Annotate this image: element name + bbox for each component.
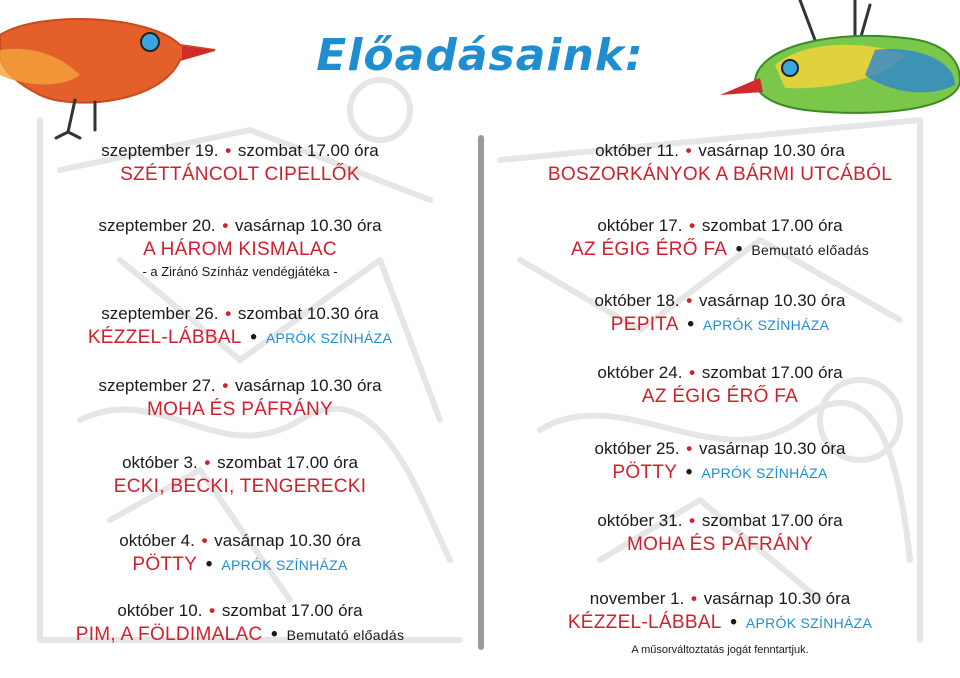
schedule-entry — [0, 375, 480, 423]
entry-date: szeptember 20. — [98, 216, 216, 235]
schedule-entry — [480, 588, 960, 636]
entry-title-line — [480, 532, 960, 558]
entry-date: október 31. — [597, 511, 683, 530]
separator-dot: • — [680, 141, 697, 160]
schedule-entry — [0, 452, 480, 500]
entry-title-line — [480, 384, 960, 410]
separator-dot: • — [686, 589, 702, 608]
entry-title: PIM, A FÖLDIMALAC — [75, 624, 263, 645]
entry-time: szombat 17.00 óra — [701, 363, 843, 382]
disclaimer: A műsorváltoztatás jogát fenntartjuk. — [631, 644, 809, 656]
entry-title: KÉZZEL-LÁBBAL — [87, 327, 242, 348]
separator-dot: • — [265, 624, 284, 645]
entry-title: AZ ÉGIG ÉRŐ FA — [641, 386, 799, 407]
entry-series-tag: APRÓK SZÍNHÁZA — [701, 465, 828, 481]
entry-title-line — [0, 325, 480, 351]
separator-dot: • — [220, 141, 236, 160]
entry-date-line — [480, 290, 960, 312]
entry-date: október 24. — [597, 363, 683, 382]
separator-dot: • — [217, 216, 234, 235]
separator-dot: • — [204, 601, 220, 620]
schedule-entry — [0, 215, 480, 281]
entry-date: november 1. — [589, 589, 685, 608]
schedule-entry — [480, 438, 960, 486]
entry-date: szeptember 27. — [98, 376, 216, 395]
schedule-entry — [480, 362, 960, 410]
entry-title-line — [0, 397, 480, 423]
entry-title: ECKI, BECKI, TENGERECKI — [113, 476, 367, 497]
entry-note: Bemutató előadás — [751, 242, 869, 258]
schedule-entry — [480, 140, 960, 188]
entry-title-line — [480, 460, 960, 486]
schedule-entry — [480, 215, 960, 263]
schedule-entry — [0, 140, 480, 188]
entry-date-line — [0, 530, 480, 552]
separator-dot: • — [196, 531, 213, 550]
entry-date-line — [480, 438, 960, 460]
schedule-entry — [0, 530, 480, 578]
entry-title-line — [480, 312, 960, 338]
entry-title: MOHA ÉS PÁFRÁNY — [146, 399, 334, 420]
entry-series-tag: APRÓK SZÍNHÁZA — [745, 615, 873, 631]
separator-dot: • — [681, 439, 697, 458]
entry-title: KÉZZEL-LÁBBAL — [567, 612, 722, 633]
separator-dot: • — [199, 453, 216, 472]
entry-date-line — [480, 140, 960, 162]
separator-dot: • — [244, 327, 263, 348]
entry-title-line — [480, 162, 960, 188]
separator-dot: • — [730, 239, 749, 260]
entry-date-line — [0, 452, 480, 474]
entry-date-line — [0, 215, 480, 237]
entry-title-line — [0, 622, 480, 648]
entry-time: szombat 10.30 óra — [237, 304, 379, 323]
entry-time: vasárnap 10.30 óra — [235, 376, 382, 395]
entry-title-line — [480, 237, 960, 263]
entry-title-line — [0, 552, 480, 578]
page-title: Előadásaink: — [316, 30, 644, 81]
separator-dot: • — [724, 612, 743, 633]
entry-subtitle: - a Ziránó Színház vendégjátéka - — [142, 264, 338, 279]
entry-date-line — [480, 588, 960, 610]
entry-time: vasárnap 10.30 óra — [703, 589, 851, 608]
entry-time: vasárnap 10.30 óra — [698, 141, 845, 160]
entry-time: vasárnap 10.30 óra — [698, 291, 846, 310]
entry-time: vasárnap 10.30 óra — [698, 439, 846, 458]
entry-date: szeptember 19. — [101, 141, 219, 160]
separator-dot: • — [217, 376, 234, 395]
separator-dot: • — [681, 291, 697, 310]
entry-date-line — [0, 303, 480, 325]
entry-title: PEPITA — [610, 314, 679, 335]
entry-date-line — [480, 215, 960, 237]
schedule-entry — [480, 290, 960, 338]
entry-date: október 11. — [595, 141, 679, 160]
entry-time: vasárnap 10.30 óra — [214, 531, 361, 550]
entry-title: MOHA ÉS PÁFRÁNY — [626, 534, 814, 555]
entry-date-line — [480, 510, 960, 532]
entry-date: október 3. — [122, 453, 198, 472]
separator-dot: • — [220, 304, 236, 323]
entry-title: PÖTTY — [132, 554, 198, 575]
entry-title: BOSZORKÁNYOK A BÁRMI UTCÁBÓL — [547, 164, 893, 185]
entry-date: október 18. — [594, 291, 680, 310]
separator-dot: • — [684, 511, 700, 530]
entry-series-tag: APRÓK SZÍNHÁZA — [265, 330, 393, 346]
entry-date: szeptember 26. — [101, 304, 219, 323]
separator-dot: • — [684, 216, 700, 235]
entry-title-line — [0, 237, 480, 263]
separator-dot: • — [681, 314, 700, 335]
entry-date: október 10. — [117, 601, 203, 620]
entry-time: szombat 17.00 óra — [701, 511, 843, 530]
entry-date: október 25. — [594, 439, 680, 458]
entry-title: AZ ÉGIG ÉRŐ FA — [570, 239, 728, 260]
entry-title: SZÉTTÁNCOLT CIPELLŐK — [120, 164, 360, 185]
entry-date-line — [0, 375, 480, 397]
schedule-entry — [0, 303, 480, 351]
entry-time: szombat 17.00 óra — [217, 453, 358, 472]
entry-note: Bemutató előadás — [286, 627, 405, 643]
entry-title-line — [0, 162, 480, 188]
entry-time: szombat 17.00 óra — [221, 601, 363, 620]
entry-title-line — [480, 610, 960, 636]
entry-time: vasárnap 10.30 óra — [235, 216, 382, 235]
entry-date: október 17. — [597, 216, 683, 235]
entry-date-line — [0, 140, 480, 162]
entry-title: A HÁROM KISMALAC — [143, 239, 337, 260]
entry-series-tag: APRÓK SZÍNHÁZA — [221, 557, 348, 573]
entry-date: október 4. — [119, 531, 195, 550]
schedule-entry — [480, 510, 960, 558]
schedule-entry — [0, 600, 480, 648]
entry-date-line — [0, 600, 480, 622]
entry-title-line — [0, 474, 480, 500]
separator-dot: • — [680, 462, 699, 483]
entry-series-tag: APRÓK SZÍNHÁZA — [702, 317, 830, 333]
entry-date-line — [480, 362, 960, 384]
separator-dot: • — [200, 554, 219, 575]
entry-time: szombat 17.00 óra — [237, 141, 379, 160]
entry-title: PÖTTY — [612, 462, 678, 483]
separator-dot: • — [684, 363, 700, 382]
entry-time: szombat 17.00 óra — [701, 216, 843, 235]
